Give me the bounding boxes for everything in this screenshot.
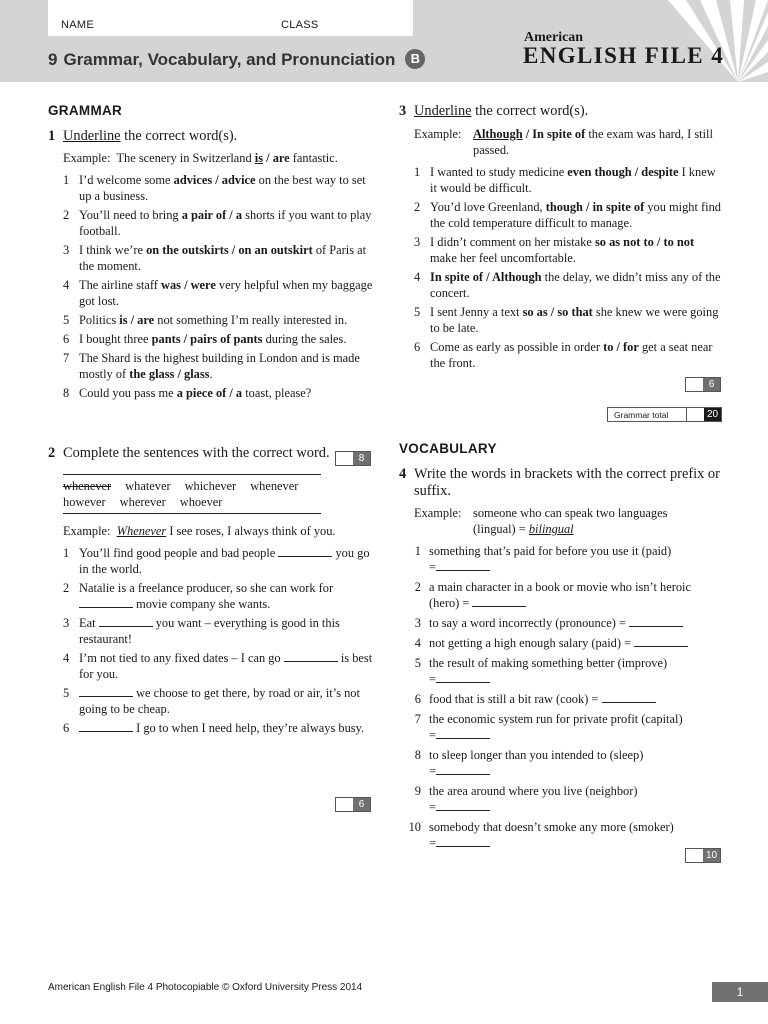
example-text-end: fantastic. — [289, 151, 338, 165]
question-item — [399, 543, 721, 575]
item-number: 6 — [414, 692, 421, 706]
brand-american: American — [524, 30, 584, 45]
word-box-word: whatever — [125, 479, 171, 493]
q3-score-box — [685, 377, 721, 392]
item-options: a piece of / a — [176, 386, 243, 400]
q4-instruction — [399, 466, 721, 500]
item-options: though / in spite of — [545, 200, 645, 214]
score-entry-field[interactable] — [686, 849, 703, 862]
word-box-row-2 — [63, 494, 321, 510]
word-box-word: however — [63, 495, 106, 509]
item-text — [79, 242, 373, 274]
question-item — [414, 304, 721, 336]
item-text — [79, 615, 373, 647]
answer-blank[interactable] — [436, 728, 490, 739]
q4-number: 4 — [399, 466, 407, 482]
item-text-start: The airline staff — [79, 278, 161, 292]
equals-sign: = — [429, 764, 436, 778]
question-item — [399, 819, 721, 851]
item-text-end: . — [209, 367, 213, 381]
item-number: 8 — [63, 386, 70, 400]
q4-example — [414, 505, 721, 537]
footer-notice: Photocopiable © Oxford University Press 2014 — [153, 982, 363, 993]
class-label: CLASS — [281, 19, 319, 31]
item-text-start: I’m not tied to any fixed dates – I can go — [79, 651, 284, 665]
word-box-word: wherever — [119, 495, 166, 509]
item-text — [79, 720, 373, 736]
item-options: advices / advice — [173, 173, 256, 187]
example-text-line2: (lingual) = — [473, 522, 529, 536]
item-text — [430, 234, 721, 266]
answer-blank[interactable] — [79, 686, 133, 697]
item-options: to / for — [603, 340, 639, 354]
item-text-end: you might find the cold temperature difficult to manage. — [430, 200, 721, 230]
item-text-start: Natalie is a freelance producer, so she can work for — [79, 581, 334, 595]
example-answer: Although — [473, 127, 523, 141]
brand-english-file — [523, 43, 724, 69]
brand-level: 4 — [711, 43, 725, 68]
item-options: pants / pairs of pants — [151, 332, 263, 346]
item-text-start: The Shard is the highest building in London and is made mostly of — [79, 351, 360, 381]
item-text — [429, 711, 721, 743]
item-text — [429, 819, 721, 851]
example-text: the exam was hard, I still passed. — [473, 127, 713, 157]
item-text — [429, 691, 721, 707]
item-number: 6 — [63, 721, 70, 735]
item-text-main: somebody that doesn’t smoke any more (smoker) — [429, 820, 674, 834]
question-item — [63, 277, 373, 309]
item-options: even though / despite — [567, 165, 679, 179]
item-number: 1 — [414, 165, 421, 179]
item-number: 1 — [63, 173, 70, 187]
q1-items — [63, 172, 373, 401]
item-text-main: the area around where you live (neighbor) — [429, 784, 638, 798]
q3-instruction — [399, 103, 721, 120]
question-item — [63, 242, 373, 274]
word-box-row-1 — [63, 478, 321, 494]
item-text — [429, 543, 721, 575]
example-label: Example: — [414, 127, 462, 141]
question-item — [399, 691, 721, 707]
total-entry-field[interactable] — [687, 408, 704, 421]
example-label: Example: — [63, 524, 111, 538]
item-text-main: to sleep longer than you intended to (sleep) — [429, 748, 644, 762]
item-text-end: very helpful when my baggage got lost. — [79, 278, 373, 308]
q3-instruction-text: the correct word(s). — [471, 103, 589, 119]
item-number: 2 — [414, 200, 421, 214]
example-label: Example: — [63, 151, 111, 165]
answer-blank[interactable] — [602, 692, 656, 703]
item-text-main: the result of making something better (improve) — [429, 656, 668, 670]
item-text — [429, 615, 721, 631]
item-text-start: Could you pass me — [79, 386, 177, 400]
item-text — [79, 650, 373, 682]
question-item — [399, 783, 721, 815]
q2-score-box — [335, 797, 371, 812]
unit-number: 9 — [48, 50, 58, 69]
question-item — [63, 685, 373, 717]
item-number: 3 — [63, 243, 70, 257]
item-text — [79, 545, 373, 577]
item-text — [79, 207, 373, 239]
item-text-end: get a seat near the front. — [430, 340, 713, 370]
item-number: 3 — [414, 616, 421, 630]
item-text — [429, 783, 721, 815]
answer-blank[interactable] — [79, 721, 133, 732]
item-text-start: I didn’t comment on her mistake — [430, 235, 595, 249]
item-text — [430, 269, 721, 301]
item-number: 4 — [63, 278, 70, 292]
question-item — [414, 339, 721, 371]
example-text: someone who can speak two languages — [473, 506, 668, 520]
item-text-main: something that’s paid for before you use it (paid) — [429, 544, 672, 558]
equals-sign: = — [429, 672, 436, 686]
item-text-main: not getting a high enough salary (paid) = — [429, 636, 632, 650]
unit-title — [48, 49, 425, 70]
item-text — [429, 579, 721, 611]
item-text — [79, 385, 373, 401]
q1-example — [63, 150, 373, 166]
item-text-end: shorts if you want to play football. — [79, 208, 372, 238]
answer-blank[interactable] — [629, 616, 683, 627]
question-item — [399, 711, 721, 743]
item-text-end: make her feel uncomfortable. — [430, 251, 576, 265]
name-class-box — [48, 0, 413, 36]
question-item — [63, 207, 373, 239]
score-max: 6 — [703, 378, 720, 391]
score-max: 8 — [353, 452, 370, 465]
item-number: 5 — [63, 313, 70, 327]
q1-underline-word: Underline — [63, 128, 121, 144]
question-item — [63, 331, 373, 347]
item-number: 1 — [63, 546, 70, 560]
q2-instruction — [48, 445, 373, 462]
item-number: 3 — [414, 235, 421, 249]
question-item — [63, 545, 373, 577]
question-item — [399, 579, 721, 611]
answer-blank[interactable] — [79, 597, 133, 608]
item-number: 10 — [408, 820, 421, 834]
item-text — [79, 685, 373, 717]
footer-brand: American English File 4 — [48, 982, 154, 993]
equals-sign: = — [429, 728, 436, 742]
answer-blank[interactable] — [436, 672, 490, 683]
question-item — [63, 720, 373, 736]
item-number: 6 — [63, 332, 70, 346]
item-number: 9 — [414, 784, 421, 798]
example-option: In spite of — [532, 127, 586, 141]
grammar-total-label: Grammar total — [608, 408, 687, 421]
item-number: 6 — [414, 340, 421, 354]
question-item — [63, 312, 373, 328]
score-max: 10 — [703, 849, 720, 862]
footer — [48, 982, 362, 993]
answer-blank[interactable] — [436, 560, 490, 571]
item-number: 3 — [63, 616, 70, 630]
question-item — [63, 385, 373, 401]
item-text-start: You’ll need to bring — [79, 208, 182, 222]
item-text-end: not something I’m really interested in. — [154, 313, 348, 327]
item-number: 5 — [414, 656, 421, 670]
item-text-end: we choose to get there, by road or air, it’s not going to be cheap. — [79, 686, 360, 716]
item-text-end: the delay, we didn’t miss any of the concert. — [430, 270, 721, 300]
q4-instruction-text: Write the words in brackets with the correct prefix or suffix. — [414, 466, 720, 499]
q2-example — [63, 523, 373, 539]
example-answer: is — [254, 151, 264, 165]
answer-blank[interactable] — [634, 636, 688, 647]
question-item — [399, 615, 721, 631]
item-text — [79, 277, 373, 309]
q2-word-box — [63, 474, 321, 514]
q3-example — [414, 126, 721, 158]
equals-sign: = — [429, 800, 436, 814]
item-text — [429, 747, 721, 779]
brand-main: ENGLISH FILE — [523, 43, 705, 68]
item-number: 2 — [63, 581, 70, 595]
item-text — [430, 199, 721, 231]
q2-instruction-text: Complete the sentences with the correct word. — [63, 445, 330, 461]
page-number: 1 — [712, 982, 768, 1002]
q2-number: 2 — [48, 445, 56, 461]
item-text-main: to say a word incorrectly (pronounce) = — [429, 616, 626, 630]
score-entry-field[interactable] — [336, 452, 353, 465]
q2-items — [63, 545, 373, 736]
item-text-end: during the sales. — [262, 332, 347, 346]
score-entry-field[interactable] — [336, 798, 353, 811]
question-item — [414, 199, 721, 231]
item-text-end: you go in the world. — [79, 546, 370, 576]
item-text — [79, 331, 373, 347]
item-text — [430, 339, 721, 371]
score-max: 6 — [353, 798, 370, 811]
q1-instruction — [48, 128, 373, 145]
item-options: is / are — [119, 313, 155, 327]
item-options: so as not to / to not — [594, 235, 695, 249]
q1-instruction-text: the correct word(s). — [120, 128, 238, 144]
item-text-start: I wanted to study medicine — [430, 165, 568, 179]
item-text-end: toast, please? — [242, 386, 312, 400]
item-options: a pair of / a — [181, 208, 243, 222]
example-option: are — [272, 151, 290, 165]
answer-blank[interactable] — [436, 836, 490, 847]
grammar-total-max: 20 — [704, 408, 721, 421]
question-item — [399, 635, 721, 651]
item-text-start: I sent Jenny a text — [430, 305, 523, 319]
q4-score-box — [685, 848, 721, 863]
score-entry-field[interactable] — [686, 378, 703, 391]
item-options: was / were — [161, 278, 216, 292]
example-answer: bilingual — [528, 522, 574, 536]
unit-title-text: Grammar, Vocabulary, and Pronunciation — [63, 50, 396, 69]
answer-blank[interactable] — [284, 651, 338, 662]
item-number: 4 — [414, 636, 421, 650]
item-text — [430, 164, 721, 196]
word-box-word: whoever — [179, 495, 223, 509]
item-number: 2 — [414, 580, 421, 594]
item-text-start: I think we’re — [79, 243, 147, 257]
page-header — [0, 0, 768, 82]
item-text — [429, 635, 721, 651]
item-text-start: Eat — [79, 616, 99, 630]
item-text — [430, 304, 721, 336]
name-label: NAME — [61, 19, 94, 31]
item-number: 8 — [414, 748, 421, 762]
right-column — [399, 103, 721, 855]
question-item — [399, 747, 721, 779]
example-label: Example: — [414, 506, 462, 520]
item-number: 1 — [414, 544, 421, 558]
example-text: The scenery in Switzerland — [116, 151, 255, 165]
equals-sign: = — [429, 560, 436, 574]
item-number: 4 — [63, 651, 70, 665]
item-text-end: I go to when I need help, they’re always busy. — [133, 721, 365, 735]
item-text-start: I bought three — [79, 332, 152, 346]
item-text-end: you want – everything is good in this restaurant! — [79, 616, 340, 646]
word-box-word: whenever — [250, 479, 299, 493]
item-options: so as / so that — [522, 305, 593, 319]
question-item — [63, 650, 373, 682]
item-text — [79, 172, 373, 204]
item-text-end: I knew it would be difficult. — [430, 165, 716, 195]
q3-items — [414, 164, 721, 371]
equals-sign: = — [429, 836, 436, 850]
answer-blank[interactable] — [436, 764, 490, 775]
item-text-end: is best for you. — [79, 651, 373, 681]
question-item — [63, 172, 373, 204]
vocabulary-heading: VOCABULARY — [399, 441, 497, 456]
item-text-start: Politics — [79, 313, 120, 327]
item-text — [79, 350, 373, 382]
item-text-start: You’d love Greenland, — [430, 200, 546, 214]
item-text-end: on the best way to set up a business. — [79, 173, 366, 203]
item-text-start: Come as early as possible in order — [430, 340, 604, 354]
q4-items — [399, 543, 721, 851]
question-item — [63, 615, 373, 647]
item-number: 7 — [414, 712, 421, 726]
item-text-main: the economic system run for private profit (capital) — [429, 712, 683, 726]
question-item — [414, 164, 721, 196]
item-number: 2 — [63, 208, 70, 222]
q3-underline-word: Underline — [414, 103, 472, 119]
example-separator: / — [522, 127, 533, 141]
item-text-start: You’ll find good people and bad people — [79, 546, 279, 560]
item-text-end: of Paris at the moment. — [79, 243, 367, 273]
example-separator: / — [263, 151, 273, 165]
answer-blank[interactable] — [278, 546, 332, 557]
question-item — [414, 234, 721, 266]
version-badge: B — [405, 49, 425, 69]
question-item — [63, 350, 373, 382]
item-text-end: she knew we were going to be late. — [430, 305, 719, 335]
left-column — [48, 103, 373, 739]
q1-score-box — [335, 451, 371, 466]
item-number: 5 — [414, 305, 421, 319]
item-text-end: movie company she wants. — [133, 597, 271, 611]
q3-number: 3 — [399, 103, 407, 119]
word-box-word: whenever — [63, 479, 112, 493]
answer-blank[interactable] — [436, 800, 490, 811]
item-number: 4 — [414, 270, 421, 284]
grammar-total-box — [607, 407, 722, 422]
item-text — [429, 655, 721, 687]
item-text-main: a main character in a book or movie who isn’t heroic (hero) = — [429, 580, 691, 610]
question-item — [63, 580, 373, 612]
item-number: 7 — [63, 351, 70, 365]
item-text — [79, 312, 373, 328]
word-box-word: whichever — [184, 479, 237, 493]
item-number: 5 — [63, 686, 70, 700]
item-options: In spite of / Although — [430, 270, 542, 284]
answer-blank[interactable] — [472, 596, 526, 607]
q1-number: 1 — [48, 128, 56, 144]
question-item — [399, 655, 721, 687]
item-text-main: food that is still a bit raw (cook) = — [429, 692, 599, 706]
question-item — [414, 269, 721, 301]
example-text: I see roses, I always think of you. — [166, 524, 336, 538]
item-options: on the outskirts / on an outskirt — [146, 243, 313, 257]
item-options: the glass / glass — [129, 367, 210, 381]
item-text — [79, 580, 373, 612]
item-text-start: I’d welcome some — [79, 173, 174, 187]
answer-blank[interactable] — [99, 616, 153, 627]
example-answer: Whenever — [116, 524, 167, 538]
grammar-heading: GRAMMAR — [48, 103, 123, 118]
